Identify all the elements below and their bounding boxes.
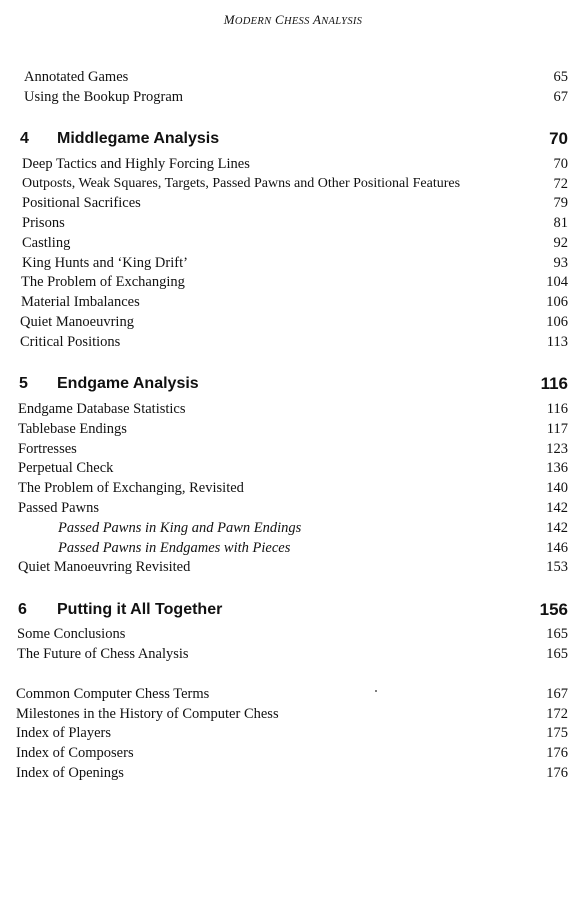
toc-entry-page: 92: [553, 235, 568, 251]
toc-entry-page: 65: [553, 69, 568, 85]
toc-entry-page: 106: [546, 314, 568, 330]
toc-entry-title: Critical Positions: [20, 334, 121, 350]
toc-entry: [0, 458, 586, 478]
toc-entry-page: 153: [546, 559, 568, 575]
toc-entry-page: 165: [546, 626, 568, 642]
toc-entry-title: Endgame Database Statistics: [18, 401, 186, 417]
toc-entry-title: Annotated Games: [24, 69, 129, 85]
toc-entry-page: 70: [553, 156, 568, 172]
toc-entry-title: King Hunts and ‘King Drift’: [22, 255, 188, 271]
scan-speck: [375, 690, 377, 692]
toc-entry: [0, 743, 586, 763]
toc-entry-page: 176: [546, 745, 568, 761]
toc-entry: [0, 213, 586, 233]
toc-entry-page: 146: [546, 540, 568, 556]
toc-entry: [0, 193, 586, 213]
toc-entry-title: Quiet Manoeuvring Revisited: [18, 559, 191, 575]
toc-entry: [0, 253, 586, 273]
chapter-heading: [0, 597, 586, 623]
toc-entry-title: Fortresses: [18, 441, 77, 457]
toc-subentry: [0, 518, 586, 538]
toc-entry-page: 176: [546, 765, 568, 781]
toc-entry-title: Prisons: [22, 215, 65, 231]
toc-entry-page: 167: [546, 686, 568, 702]
toc-entry-title: The Future of Chess Analysis: [17, 646, 189, 662]
toc-entry-title: Positional Sacrifices: [22, 195, 141, 211]
chapter-number: 5: [19, 375, 28, 392]
toc-entry-page: 172: [546, 706, 568, 722]
toc-entry-title: Deep Tactics and Highly Forcing Lines: [22, 156, 250, 172]
toc-entry: [0, 498, 586, 518]
toc-entry-page: 117: [546, 421, 568, 437]
toc-entry-title: The Problem of Exchanging: [21, 274, 185, 290]
chapter-title: Endgame Analysis: [57, 375, 199, 392]
toc-entry-page: 81: [553, 215, 568, 231]
toc-entry-title: Outposts, Weak Squares, Targets, Passed Pawns and Other Positional Features: [22, 176, 461, 191]
toc-entry-title: Passed Pawns in Endgames with Pieces: [58, 540, 291, 556]
toc-entry-title: Milestones in the History of Computer Chess: [16, 706, 279, 722]
toc-entry-page: 116: [546, 401, 568, 417]
toc-entry-page: 142: [546, 500, 568, 516]
chapter-page: 70: [549, 129, 568, 148]
chapter-title: Putting it All Together: [57, 601, 223, 618]
toc-entry-title: Index of Players: [16, 725, 112, 741]
toc-entry-title: Castling: [22, 235, 71, 251]
toc-entry: [0, 763, 586, 783]
toc-entry: [0, 312, 586, 332]
toc-entry-title: Passed Pawns in King and Pawn Endings: [58, 520, 302, 536]
toc-entry-page: 79: [553, 195, 568, 211]
toc-entry: [0, 174, 586, 194]
toc-entry-title: The Problem of Exchanging, Revisited: [18, 480, 244, 496]
toc-entry: [0, 723, 586, 743]
toc-entry-page: 123: [546, 441, 568, 457]
toc-entry: [0, 154, 586, 174]
toc-entry-page: 67: [553, 89, 568, 105]
toc-entry-title: Some Conclusions: [17, 626, 126, 642]
toc-entry: [0, 419, 586, 439]
toc-entry-page: 136: [546, 460, 568, 476]
toc-entry-page: 140: [546, 480, 568, 496]
toc-entry: [0, 684, 586, 704]
running-header: MODERN CHESS ANALYSIS: [223, 12, 363, 27]
chapter-page: 156: [539, 600, 568, 619]
chapter-heading: [0, 126, 586, 152]
toc-entry: [0, 557, 586, 577]
chapter-number: 6: [18, 601, 27, 618]
toc-entry: [0, 704, 586, 724]
toc-entry-title: Index of Openings: [16, 765, 124, 781]
toc-entry-title: Material Imbalances: [21, 294, 140, 310]
toc-entry-title: Using the Bookup Program: [24, 89, 184, 105]
toc-subentry: [0, 538, 586, 558]
chapter-title: Middlegame Analysis: [57, 130, 220, 147]
toc-entry: [0, 399, 586, 419]
toc-entry-page: 175: [546, 725, 568, 741]
toc-entry: [0, 478, 586, 498]
toc-entry-page: 104: [546, 274, 568, 290]
toc-entry-title: Passed Pawns: [18, 500, 99, 516]
toc-entry: [0, 439, 586, 459]
toc-entry: [0, 644, 586, 664]
toc-entry: [0, 292, 586, 312]
chapter-number: 4: [20, 130, 29, 147]
toc-entry-title: Tablebase Endings: [18, 421, 127, 437]
toc-entry-title: Perpetual Check: [18, 460, 114, 476]
toc-entry: [0, 67, 586, 87]
toc-entry-page: 113: [546, 334, 568, 350]
chapter-page: 116: [540, 374, 568, 393]
toc-entry-page: 72: [553, 176, 568, 192]
toc-entry-title: Common Computer Chess Terms: [16, 686, 210, 702]
toc-entry-title: Quiet Manoeuvring: [20, 314, 134, 330]
toc-entry-page: 93: [553, 255, 568, 271]
toc-entry: [0, 233, 586, 253]
toc-entry: [0, 87, 586, 107]
toc-entry: [0, 332, 586, 352]
toc-entry: [0, 624, 586, 644]
toc-entry-page: 142: [546, 520, 568, 536]
toc-entry-title: Index of Composers: [16, 745, 134, 761]
chapter-heading: [0, 371, 586, 397]
toc-entry-page: 106: [546, 294, 568, 310]
toc-entry: [0, 272, 586, 292]
toc-entry-page: 165: [546, 646, 568, 662]
